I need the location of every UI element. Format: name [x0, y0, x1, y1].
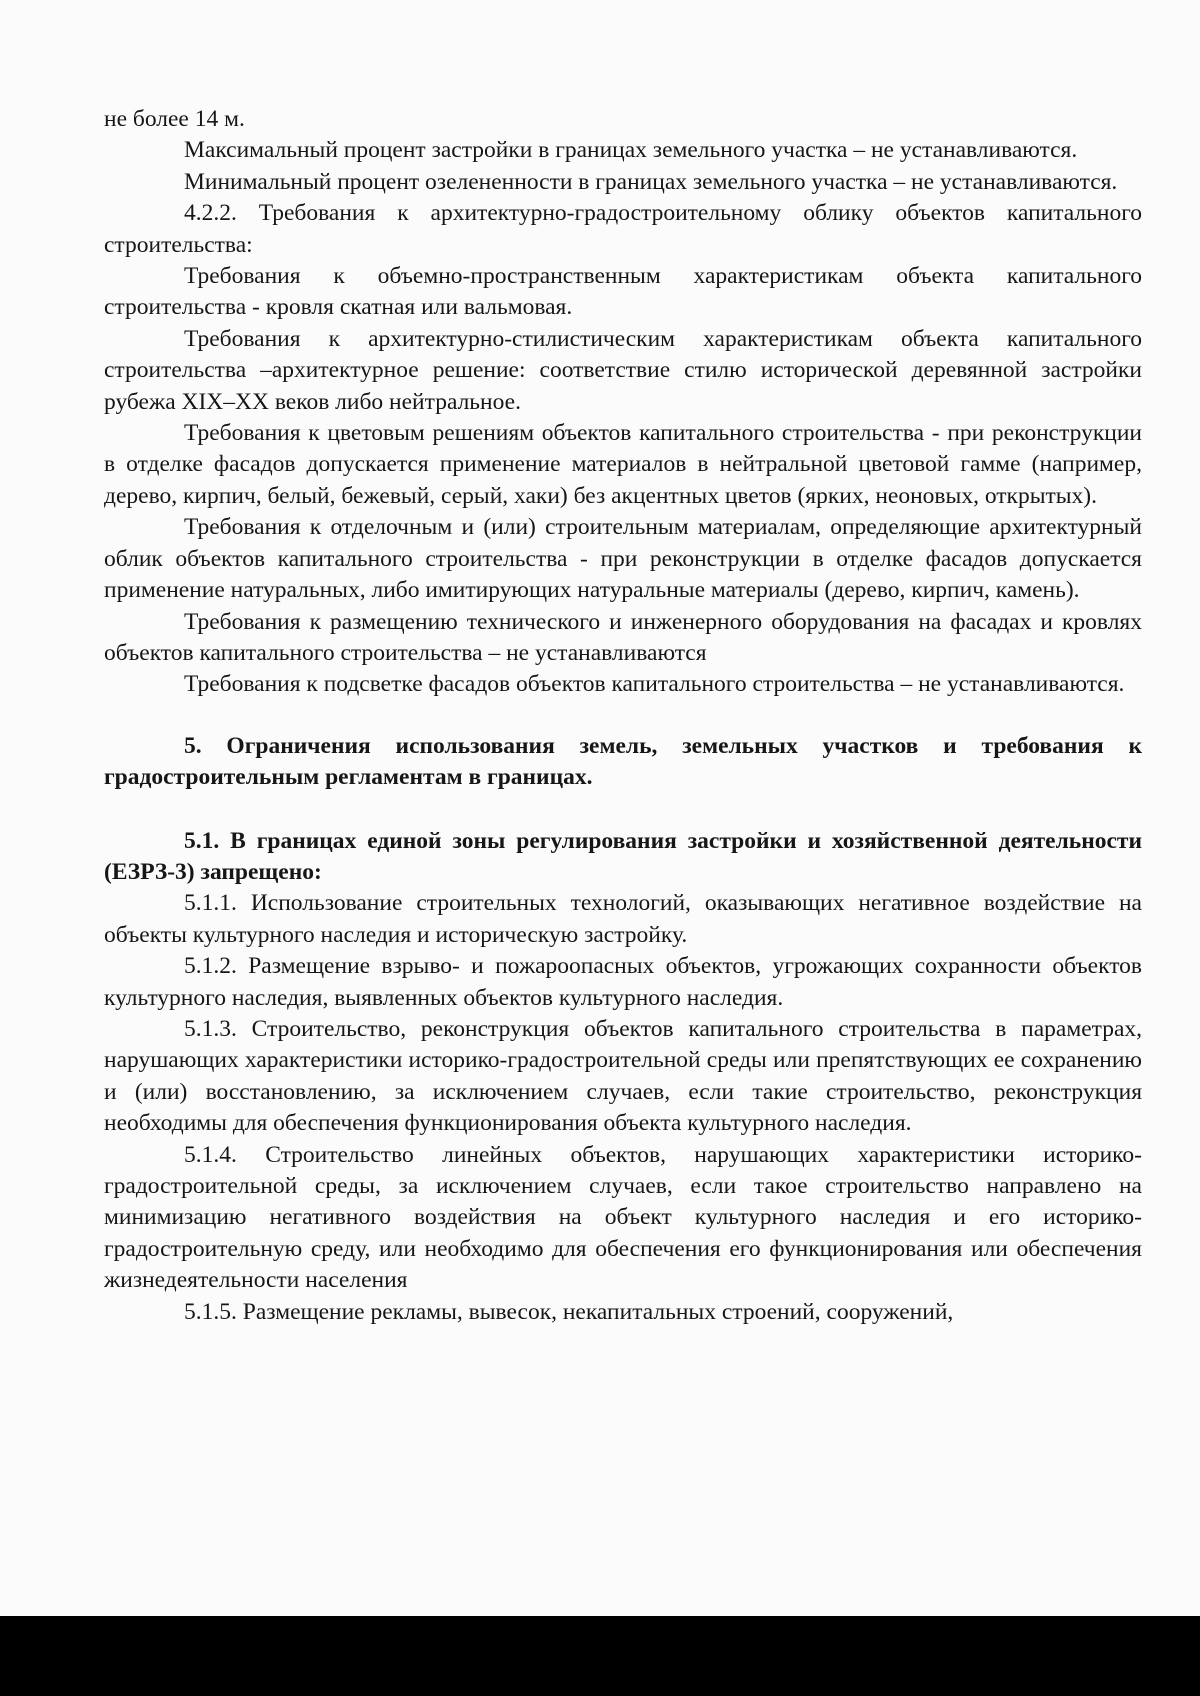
scan-bottom-border: [0, 1616, 1200, 1696]
subsection-heading: 5.1. В границах единой зоны регулирования застройки и хозяйственной деятельности (ЕЗРЗ-3) запрещено:: [104, 827, 1142, 885]
paragraph-architectural-stylistic: Требования к архитектурно-стилистическим характеристикам объекта капитального строительства –архитектурное решение: соответствие стилю исторической деревянной застройки рубежа XIX–XX веков либо нейтральное.: [104, 325, 1142, 415]
document-body: [104, 104, 1142, 1328]
paragraph-finishing-materials: Требования к отделочным и (или) строительным материалам, определяющие архитектурный облик объектов капитального строительства - при реконструкции в отделке фасадов допускается применение натуральных, либо имитирующих натуральные материалы (дерево, кирпич, камень).: [104, 514, 1142, 604]
list-item: 5.1.1. Использование строительных технологий, оказывающих негативное воздействие на объекты культурного наследия и историческую застройку.: [104, 890, 1142, 948]
list-item: 5.1.2. Размещение взрыво- и пожароопасных объектов, угрожающих сохранности объектов культурного наследия, выявленных объектов культурного наследия.: [104, 953, 1142, 1011]
section-heading: 5. Ограничения использования земель, земельных участков и требования к градостроительным регламентам в границах.: [104, 732, 1142, 791]
list-item: 5.1.5. Размещение рекламы, вывесок, некапитальных строений, сооружений,: [184, 1298, 954, 1325]
list-item: 5.1.3. Строительство, реконструкция объектов капитального строительства в параметрах, нарушающих характеристики историко-градостроительной среды или препятствующих ее сохранению и (или) восстановлению, за исключением случаев, если такие строительство, реконструкция необходимы для обеспечения функционирования объекта культурного наследия.: [104, 1015, 1142, 1137]
paragraph-technical-equipment: Требования к размещению технического и инженерного оборудования на фасадах и кровлях объектов капитального строительства – не устанавливаются: [104, 608, 1142, 666]
paragraph-volume-spatial: Требования к объемно-пространственным характеристикам объекта капитального строительства - кровля скатная или вальмовая.: [104, 263, 1142, 321]
paragraph-max-building-percent: Максимальный процент застройки в границах земельного участка – не устанавливаются.: [184, 137, 1078, 164]
paragraph-height-limit: не более 14 м.: [104, 106, 245, 132]
paragraph-color-solutions: Требования к цветовым решениям объектов капитального строительства - при реконструкции в отделке фасадов допускается применение материалов в нейтральной цветовой гамме (например, дерево, кирпич, белый, бежевый, серый, хаки) без акцентных цветов (ярких, неоновых, открытых).: [104, 420, 1142, 509]
paragraph-architectural-requirements: 4.2.2. Требования к архитектурно-градостроительному облику объектов капитального строительства:: [104, 200, 1142, 258]
list-item: 5.1.4. Строительство линейных объектов, нарушающих характеристики историко-градостроительной среды, за исключением случаев, если такое строительство направлено на минимизацию негативного воздействия на объект культурного наследия и его историко-градостроительную среду, или необходимо для обеспечения его функционирования или обеспечения жизнедеятельности населения: [104, 1141, 1142, 1294]
paragraph-min-greenery-percent: Минимальный процент озелененности в границах земельного участка – не устанавливаются.: [184, 168, 1118, 195]
paragraph-facade-lighting: Требования к подсветке фасадов объектов капитального строительства – не устанавливаются.: [184, 671, 1125, 698]
